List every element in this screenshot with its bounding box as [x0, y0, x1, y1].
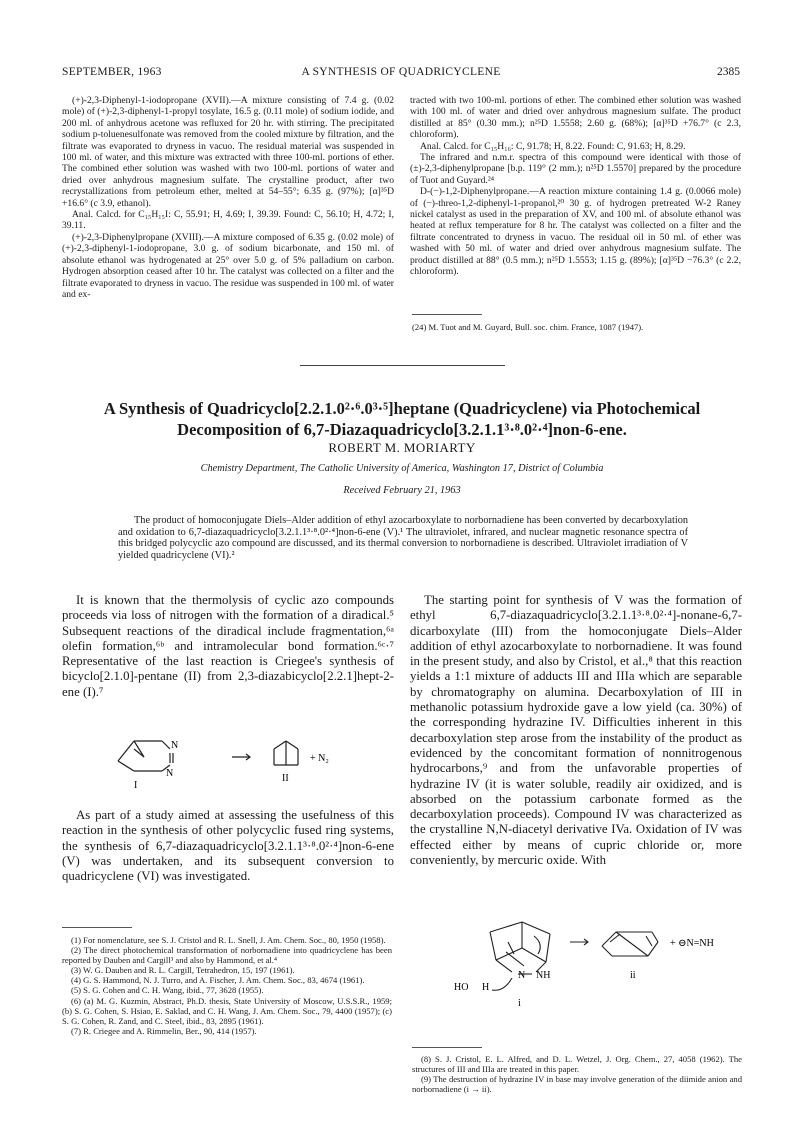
- section-divider: [300, 365, 505, 366]
- footnote-24: (24) M. Tuot and M. Guyard, Bull. soc. chim. France, 1087 (1947).: [412, 322, 644, 332]
- paragraph: (+)-2,3-Diphenyl-1-iodopropane (XVII).—A mixture consisting of 7.4 g. (0.02 mole) of (+)-2,3-diphenyl-1-propyl tosylate, 16.5 g. (0.11 mole) of sodium iodide, and 200 ml. of anhydrous acetone was refluxed for 20 hr. with stirring. The precipitated sodium p-toluenesulfonate was removed from the cooled mixture by filtration, and the filtrate was evaporated to dryness in vacuo. The residual material was suspended in 100 ml. of water, and this mixture was extracted with three 100-ml. portions of ether. The combined ether solution was washed with two 100-ml. portions of water and dried over anhydrous magnesium sulfate. The crystalline product, after two recrystallizations from petroleum ether, melted at 54–55°; 6.35 g. (97%); [α]³⁵D +16.6° (c 3.9, ethanol).: [62, 95, 394, 209]
- footnotes-left: [62, 935, 392, 1036]
- scheme-hydrazine-decomposition: [452, 912, 742, 1012]
- experimental-col-right: [410, 95, 741, 278]
- abstract-text: The product of homoconjugate Diels–Alder addition of ethyl azocarboxylate to norbornadiene has been converted by decarboxylation and oxidation to 6,7-diazaquadricyclo[3.2.1.1³·⁸.0²·⁴]non-6-ene (V).¹ The ultraviolet, infrared, and nuclear magnetic resonance spectra of this bridged polycyclic azo compound are discussed, and its thermal conversion to norbornadiene is described. Ultraviolet irradiation of V yielded quadricyclene (VI).²: [118, 515, 688, 561]
- title-line-2: Decomposition of 6,7-Diazaquadricyclo[3.2.1.1³·⁸.0²·⁴]non-6-ene.: [177, 420, 627, 439]
- article-title: [62, 398, 742, 440]
- footnote-divider-right: [412, 1047, 482, 1048]
- label-i: i: [518, 998, 521, 1009]
- paragraph: As part of a study aimed at assessing the usefulness of this reaction in the synthesis of other polycyclic fused ring systems, the synthesis of 6,7-diazaquadricyclo[3.2.1.1³·⁸.0²·⁴]non-6-ene (V) was undertaken, and its subsequent conversion to quadricyclene (VI) was investigated.: [62, 808, 394, 884]
- plus-n2: + N₂: [310, 753, 329, 764]
- running-header: [62, 66, 740, 80]
- received-date: Received February 21, 1963: [343, 485, 461, 496]
- scheme-criegee: [110, 727, 350, 789]
- scheme-n-left: N: [518, 970, 526, 981]
- footnote: (4) G. S. Hammond, N. J. Turro, and A. Fischer, J. Am. Chem. Soc., 83, 4674 (1961).: [71, 975, 365, 986]
- paragraph: Anal. Calcd. for C₁₅H₁₅I: C, 55.91; H, 4.69; I, 39.39. Found: C, 56.10; H, 4.72; I, 39.11.: [62, 209, 394, 232]
- footnote: (8) S. J. Cristol, E. L. Alfred, and D. L. Wetzel, J. Org. Chem., 27, 4058 (1962). The structures of III and IIIa are treated in this paper.: [412, 1054, 742, 1075]
- scheme-h: H: [482, 982, 490, 993]
- footnote-divider: [412, 314, 482, 315]
- experimental-col-left: [62, 95, 394, 300]
- title-line-1: A Synthesis of Quadricyclo[2.2.1.0²·⁶.0³·⁵]heptane (Quadricyclene) via Photochemical: [103, 399, 701, 418]
- footnote: (5) S. G. Cohen and C. H. Wang, ibid., 77, 3628 (1955).: [71, 985, 264, 996]
- scheme-nh: NH: [536, 970, 551, 981]
- paragraph: Anal. Calcd. for C₁₅H₁₆: C, 91.78; H, 8.22. Found: C, 91.63; H, 8.29.: [420, 140, 686, 152]
- footnote: (7) R. Criegee and A. Rimmelin, Ber., 90, 414 (1957).: [71, 1025, 257, 1036]
- paragraph: tracted with two 100-ml. portions of ether. The combined ether solution was washed with 100 ml. of water and dried over anhydrous magnesium sulfate. The product distilled at 85° (0.30 mm.); n²⁵D 1.5558; 2.60 g. (68%); [α]³⁵D +76.7° (c 2.3, chloroform).: [410, 95, 741, 141]
- abstract: [118, 515, 688, 561]
- affiliation: Chemistry Department, The Catholic University of America, Washington 17, District of Columbia: [200, 463, 604, 474]
- paragraph: D-(−)-1,2-Diphenylpropane.—A reaction mixture containing 1.4 g. (0.0066 mole) of (−)-threo-1,2-diphenyl-1-propanol,²⁰ 30 g. of hydrogen pretreated W-2 Raney nickel catalyst as used in the preparation of XV, and 100 ml. of absolute ethanol was heated at reflux temperature for 8 hr. The catalyst was collected on a filter and the filtrate concentrated to dryness in vacuo. The residual oil in 50 ml. of ether was washed with 50 ml. of water and dried over anhydrous magnesium sulfate. The product distilled at 88° (0.5 mm.); n²⁵D 1.5553; 1.15 g. (89%); [α]³⁵D −76.3° (c 2.2, chloroform).: [410, 186, 741, 278]
- scheme-product: + ⊖N=NH: [670, 938, 714, 949]
- label-ii: ii: [630, 970, 636, 981]
- paragraph: (+)-2,3-Diphenylpropane (XVIII).—A mixture composed of 6.35 g. (0.02 mole) of (+)-2,3-diphenyl-1-iodopropane, 3.0 g. of sodium bicarbonate, and 150 ml. of absolute ethanol was hydrogenated at 25° over 5.0 g. of 5% palladium on carbon. Hydrogen absorption ceased after 10 hr. The catalyst was collected on a filter and the filtrate evaporated to dryness in vacuo. The residue was suspended in 100 ml. of water and ex-: [62, 231, 394, 300]
- footnote: (2) The direct photochemical transformation of norbornadiene into quadricyclene has been reported by Dauben and Cargill³ and also by Hammond, et al.⁴: [62, 945, 392, 966]
- page-number: 2385: [717, 66, 740, 78]
- paragraph: The infrared and n.m.r. spectra of this compound were identical with those of (±)-2,3-diphenylpropane [b.p. 119° (2 mm.); n²⁵D 1.5570] prepared by the procedure of Tuot and Guyard.²⁴: [410, 152, 741, 186]
- footnote: (6) (a) M. G. Kuzmin, Abstract, Ph.D. thesis, State University of Moscow, U.S.S.R., 1959; (b) S. G. Cohen, S. Hsiao, E. Saklad, and C. H. Wang, J. Am. Chem. Soc., 79, 4400 (1957); (c) S. G. Cohen, R. Zand, and C. Steel, ibid., 83, 2895 (1961).: [62, 995, 392, 1026]
- body-col-left-b: [62, 808, 394, 884]
- footnote: (9) The destruction of hydrazine IV in base may involve generation of the diimide anion and norbornadiene (i → ii).: [412, 1074, 742, 1095]
- paragraph: It is known that the thermolysis of cyclic azo compounds proceeds via loss of nitrogen with the formation of a diradical.⁵ Subsequent reactions of the diradical include fragmentation,⁶ᵃ olefin formation,⁶ᵇ and intramolecular bond formation.⁶ᶜ·⁷ Representative of the last reaction is Criegee's synthesis of bicyclo[2.1.0]-pentane (II) from 2,3-diazabicyclo[2.2.1]hept-2-ene (I).⁷: [62, 593, 394, 699]
- header-date: SEPTEMBER, 1963: [62, 66, 162, 78]
- body-col-left-a: [62, 593, 394, 700]
- body-col-right: [410, 593, 742, 868]
- footnote: (1) For nomenclature, see S. J. Cristol and R. L. Snell, J. Am. Chem. Soc., 80, 1950 (1958).: [71, 935, 386, 945]
- footnote: (3) W. G. Dauben and R. L. Cargill, Tetrahedron, 15, 197 (1961).: [71, 965, 295, 976]
- label-II: II: [282, 773, 289, 784]
- footnotes-right: [412, 1054, 742, 1094]
- label-I: I: [134, 780, 138, 789]
- footnote-divider-left: [62, 927, 132, 928]
- author: ROBERT M. MORIARTY: [328, 440, 476, 455]
- scheme-n-top: N: [171, 740, 179, 751]
- header-title: A SYNTHESIS OF QUADRICYCLENE: [301, 66, 501, 78]
- scheme-n-bottom: N: [166, 768, 174, 779]
- scheme-ho: HO: [454, 982, 469, 993]
- paragraph: The starting point for synthesis of V was the formation of ethyl 6,7-diazaquadricyclo[3.2.1.1³·⁸.0²·⁴]-nonane-6,7-dicarboxylate (III) from the homoconjugate Diels–Alder addition of ethyl azocarboxylate to norbornadiene. It was found in the present study, and also by Cristol, et al.,⁸ that this reaction yields a 1:1 mixture of adducts III and IIIa which are separable by chromatography on alumina. Decarboxylation of III in methanolic potassium hydroxide gave a low yield (ca. 30%) of the corresponding hydrazine IV. Difficulties inherent in this decarboxylation step arose from the instability of the product as evidenced by the concomitant formation of nonnitrogenous hydrocarbons,⁹ and from the unfavorable properties of hydrazine IV (it is water soluble, readily air oxidized, and is absorbed on the potassium carbonate formed as the decarboxylation proceeds). Compound IV was characterized as the crystalline N,N-diacetyl derivative IVa. Oxidation of IV was effected either by means of cupric chloride or, more conveniently, by mercuric oxide. With: [410, 593, 742, 868]
